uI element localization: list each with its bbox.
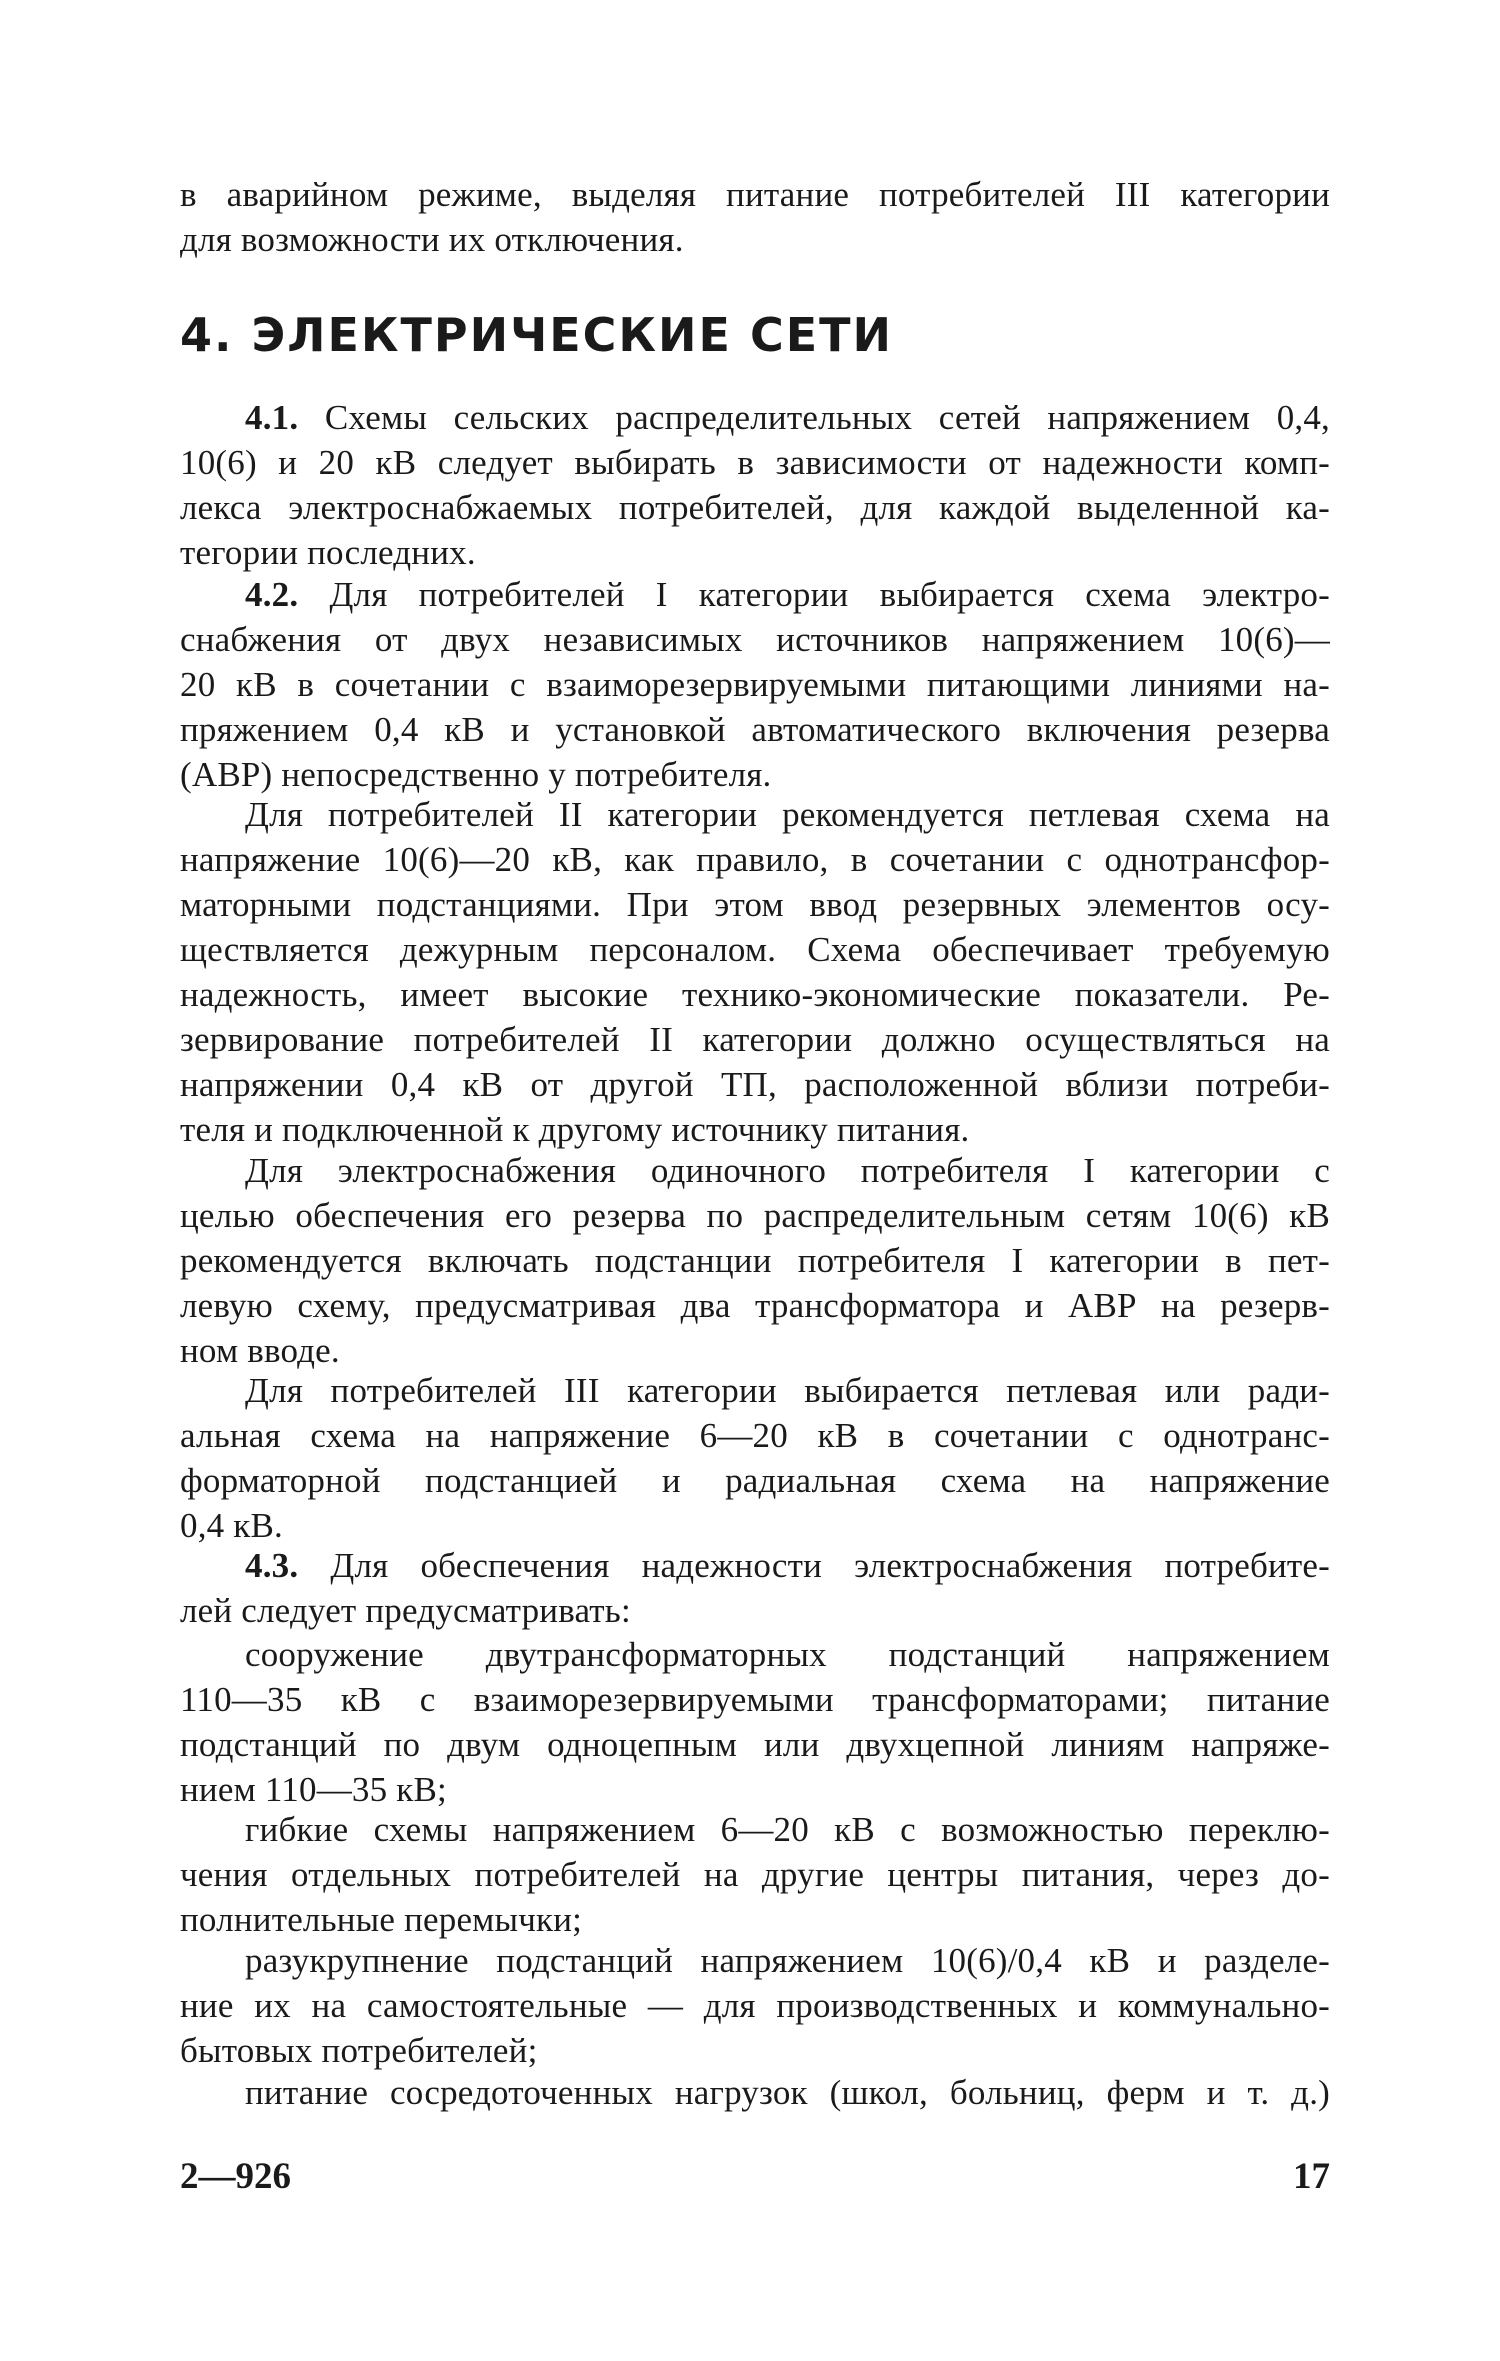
- text-line: маторными подстанциями. При этом ввод резервных элементов осу-: [180, 885, 1330, 924]
- text-line: форматорной подстанцией и радиальная схема на напряжение: [180, 1461, 1330, 1500]
- section-number: 4.: [180, 308, 234, 362]
- text-line: теля и подключенной к другому источнику питания.: [180, 1110, 970, 1149]
- text-line: ние их на самостоятельные — для производственных и коммунально-: [180, 1986, 1330, 2025]
- text-line: 0,4 кВ.: [180, 1506, 283, 1545]
- text-line: снабжения от двух независимых источников напряжением 10(6)—: [180, 620, 1330, 659]
- text-line: пряжением 0,4 кВ и установкой автоматического включения резерва: [180, 710, 1330, 749]
- printer-signature: 2—926: [180, 2156, 291, 2197]
- list-item-flexible-schemes: [180, 1807, 1330, 1942]
- text-line: напряжение 10(6)—20 кВ, как правило, в сочетании с однотрансфор-: [180, 840, 1330, 879]
- text-line: зервирование потребителей II категории должно осуществляться на: [180, 1020, 1330, 1059]
- list-item-concentrated-loads: [180, 2070, 1330, 2115]
- text-line: Для потребителей III категории выбирается петлевая или ради-: [245, 1371, 1330, 1410]
- text-line: напряжении 0,4 кВ от другой ТП, расположенной вблизи потреби-: [180, 1065, 1330, 1104]
- paragraph-category-2: [180, 792, 1330, 1152]
- text-line: лей следует предусматривать:: [180, 1591, 631, 1630]
- text-line: бытовых потребителей;: [180, 2031, 538, 2070]
- list-item-substation-split: [180, 1938, 1330, 2073]
- text-line: чения отдельных потребителей на другие центры питания, через до-: [180, 1855, 1330, 1894]
- text-line: питание сосредоточенных нагрузок (школ, больниц, ферм и т. д.): [245, 2073, 1330, 2112]
- text-span: Схемы сельских распределительных сетей напряжением 0,4,: [298, 398, 1330, 437]
- text-line: [180, 572, 1330, 617]
- text-span: Для обеспечения надежности электроснабжения потребите-: [298, 1546, 1330, 1585]
- page-number: 17: [1293, 2156, 1330, 2197]
- clause-number: 4.3.: [245, 1546, 299, 1585]
- text-line: тегории последних.: [180, 533, 476, 572]
- clause-number: 4.2.: [245, 575, 299, 614]
- text-line: нием 110—35 кВ;: [180, 1770, 447, 1809]
- text-line: 20 кВ в сочетании с взаиморезервируемыми питающими линиями на-: [180, 665, 1330, 704]
- text-line: [180, 1543, 1330, 1588]
- text-line: 110—35 кВ с взаиморезервируемыми трансформаторами; питание: [180, 1680, 1330, 1719]
- text-line: альная схема на напряжение 6—20 кВ в сочетании с однотранс-: [180, 1416, 1330, 1455]
- section-title: ЭЛЕКТРИЧЕСКИЕ СЕТИ: [251, 308, 894, 362]
- paragraph-4-1: [180, 395, 1330, 575]
- text-line: гибкие схемы напряжением 6—20 кВ с возможностью переклю-: [245, 1810, 1330, 1849]
- text-line: Для электроснабжения одиночного потребителя I категории с: [245, 1151, 1330, 1190]
- text-line: разукрупнение подстанций напряжением 10(6)/0,4 кВ и разделе-: [245, 1941, 1330, 1980]
- paragraph-single-consumer: [180, 1148, 1330, 1373]
- text-line: надежность, имеет высокие технико-экономические показатели. Ре-: [180, 975, 1330, 1014]
- text-line: лекса электроснабжаемых потребителей, для каждой выделенной ка-: [180, 488, 1330, 527]
- text-line: для возможности их отключения.: [180, 220, 684, 259]
- text-line: ществляется дежурным персоналом. Схема обеспечивает требуемую: [180, 930, 1330, 969]
- section-heading: [180, 308, 893, 362]
- intro-paragraph: [180, 172, 1330, 262]
- text-line: Для потребителей II категории рекомендуется петлевая схема на: [245, 795, 1330, 834]
- text-line: сооружение двутрансформаторных подстанций напряжением: [245, 1635, 1330, 1674]
- text-line: левую схему, предусматривая два трансформатора и АВР на резерв-: [180, 1286, 1330, 1325]
- clause-number: 4.1.: [245, 398, 299, 437]
- text-line: ном вводе.: [180, 1331, 340, 1370]
- text-line: (АВР) непосредственно у потребителя.: [180, 755, 772, 794]
- text-line: [180, 395, 1330, 440]
- text-line: полнительные перемычки;: [180, 1900, 583, 1939]
- paragraph-category-3: [180, 1368, 1330, 1548]
- list-item-two-transformer: [180, 1632, 1330, 1812]
- paragraph-4-3: [180, 1543, 1330, 1633]
- text-line: рекомендуется включать подстанции потребителя I категории в пет-: [180, 1241, 1330, 1280]
- text-span: Для потребителей I категории выбирается схема электро-: [298, 575, 1330, 614]
- text-line: 10(6) и 20 кВ следует выбирать в зависимости от надежности комп-: [180, 443, 1330, 482]
- text-line: целью обеспечения его резерва по распределительным сетям 10(6) кВ: [180, 1196, 1330, 1235]
- text-line: в аварийном режиме, выделяя питание потребителей III категории: [180, 175, 1330, 214]
- text-line: подстанций по двум одноцепным или двухцепной линиям напряже-: [180, 1725, 1330, 1764]
- paragraph-4-2: [180, 572, 1330, 797]
